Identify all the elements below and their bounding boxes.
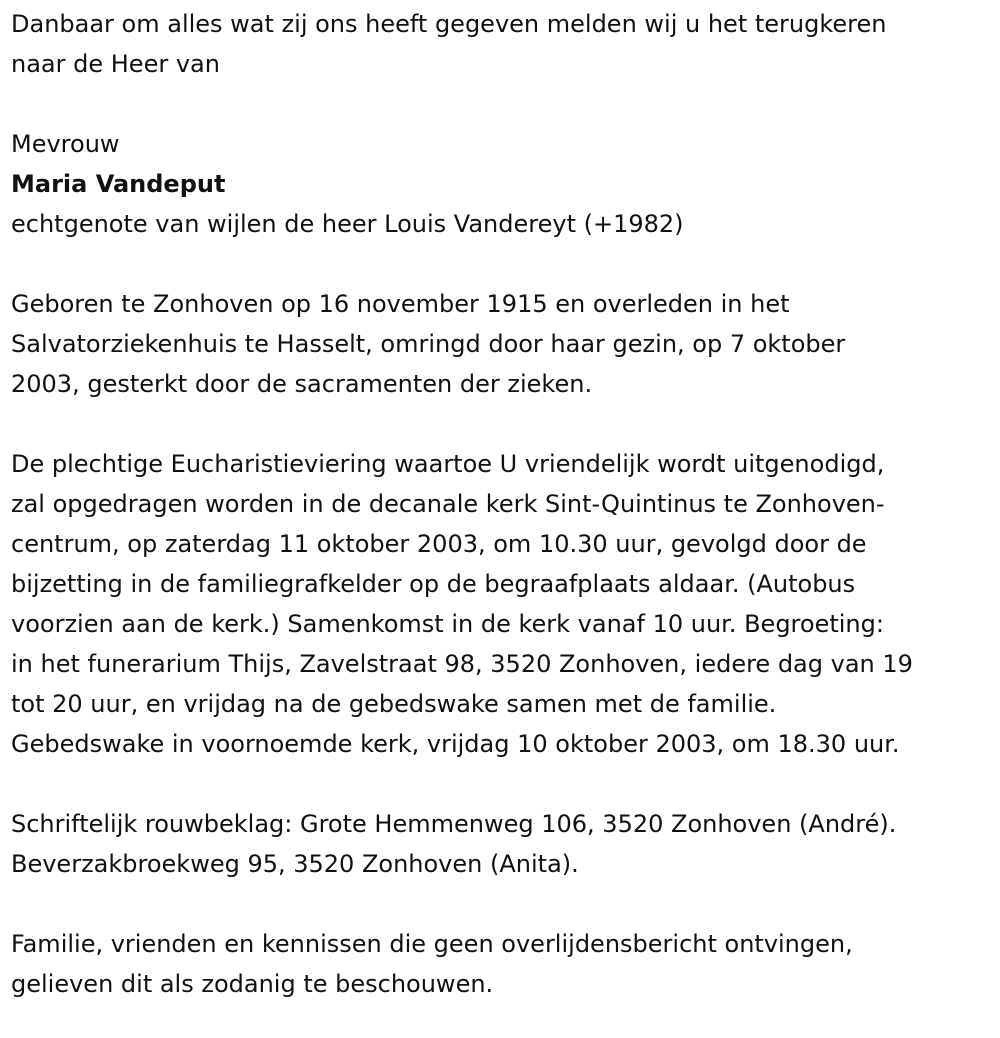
ceremony-line: bijzetting in de familiegrafkelder op de begraafplaats aldaar. (Autobus [11,570,856,598]
ceremony-line: centrum, op zaterdag 11 oktober 2003, om 10.30 uur, gevolgd door de [11,530,867,558]
intro-line: naar de Heer van [11,50,220,78]
ceremony-line: zal opgedragen worden in de decanale kerk Sint-Quintinus te Zonhoven- [11,490,885,518]
obituary-document [11,4,996,1004]
intro-line: Danbaar om alles wat zij ons heeft gegeven melden wij u het terugkeren [11,10,887,38]
closing-line: gelieven dit als zodanig te beschouwen. [11,970,494,998]
condolences-line: Beverzakbroekweg 95, 3520 Zonhoven (Anita). [11,850,579,878]
birth-death-line: 2003, gesterkt door de sacramenten der zieken. [11,370,593,398]
birth-death-line: Geboren te Zonhoven op 16 november 1915 en overleden in het [11,290,790,318]
deceased-spouse: echtgenote van wijlen de heer Louis Vandereyt (+1982) [11,210,684,238]
birth-death-line: Salvatorziekenhuis te Hasselt, omringd door haar gezin, op 7 oktober [11,330,846,358]
closing-line: Familie, vrienden en kennissen die geen overlijdensbericht ontvingen, [11,930,853,958]
condolences-line: Schriftelijk rouwbeklag: Grote Hemmenweg 106, 3520 Zonhoven (André). [11,810,897,838]
ceremony-line: Gebedswake in voornoemde kerk, vrijdag 10 oktober 2003, om 18.30 uur. [11,730,900,758]
ceremony-line: De plechtige Eucharistieviering waartoe U vriendelijk wordt uitgenodigd, [11,450,885,478]
deceased-title: Mevrouw [11,130,120,158]
ceremony-line: voorzien aan de kerk.) Samenkomst in de kerk vanaf 10 uur. Begroeting: [11,610,884,638]
ceremony-line: tot 20 uur, en vrijdag na de gebedswake samen met de familie. [11,690,777,718]
ceremony-line: in het funerarium Thijs, Zavelstraat 98, 3520 Zonhoven, iedere dag van 19 [11,650,913,678]
deceased-name: Maria Vandeput [11,170,226,198]
